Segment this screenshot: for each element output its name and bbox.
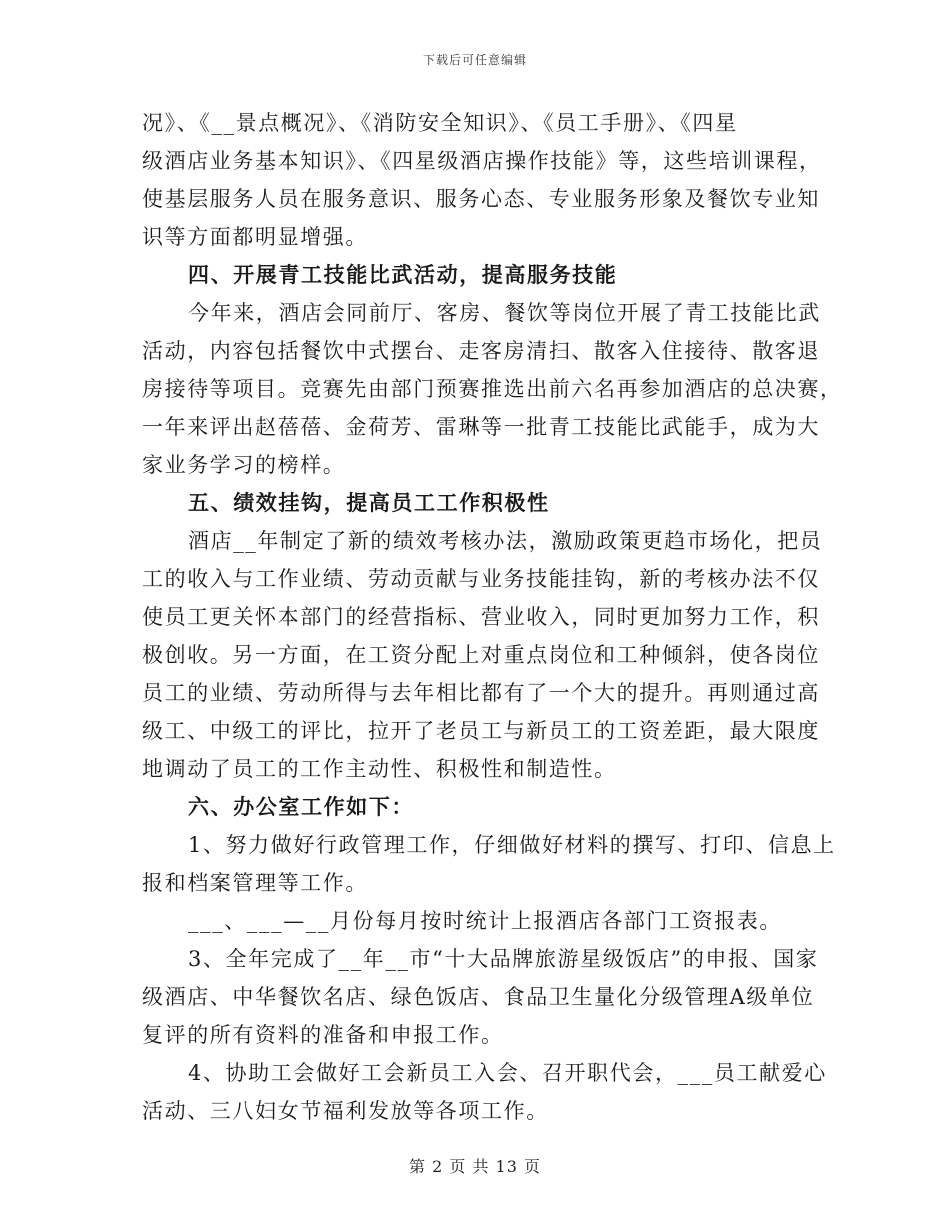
text-line: 使基层服务人员在服务意识、服务心态、专业服务形象及餐饮专业知 — [142, 187, 820, 211]
text-line: 4、协助工会做好工会新员工入会、召开职代会，___员工献爱心 — [188, 1061, 827, 1085]
text-line: 1、努力做好行政管理工作，仔细做好材料的撰写、打印、信息上 — [188, 833, 836, 857]
text-line: 工的收入与工作业绩、劳动贡献与业务技能挂钩，新的考核办法不仅 — [142, 567, 820, 591]
paragraph-skill-contest — [142, 294, 843, 484]
text-line: 3、全年完成了__年__市“十大品牌旅游星级饭店”的申报、国家 — [188, 947, 819, 971]
text-line: 一年来评出赵蓓蓓、金荷芳、雷琳等一批青工技能比武能手，成为大 — [142, 415, 820, 439]
document-body — [142, 104, 843, 1130]
header-note: 下载后可任意编辑 — [422, 53, 527, 67]
text-line: 员工的业绩、劳动所得与去年相比都有了一个大的提升。再则通过高 — [142, 681, 820, 705]
text-line: 况》、《__景点概况》、《消防安全知识》、《员工手册》、《四星 — [142, 111, 738, 135]
paragraph-item-1 — [142, 826, 836, 902]
text-line: 活动，内容包括餐饮中式摆台、走客房清扫、散客入住接待、散客退 — [142, 339, 820, 363]
text-line: 识等方面都明显增强。 — [142, 225, 368, 249]
paragraph-performance — [142, 522, 823, 788]
paragraph-item-2 — [142, 902, 810, 940]
text-line: 极创收。另一方面，在工资分配上对重点岗位和工种倾斜，使各岗位 — [142, 643, 820, 667]
section-heading-5: 五、绩效挂钩，提高员工工作积极性 — [188, 491, 550, 515]
text-line: 酒店__年制定了新的绩效考核办法，激励政策更趋市场化，把员 — [188, 529, 823, 553]
text-line: 级工、中级工的评比，拉开了老员工与新员工的工资差距，最大限度 — [142, 719, 820, 743]
paragraph-item-3 — [142, 940, 819, 1054]
text-line: ___、___—__月份每月按时统计上报酒店各部门工资报表。 — [188, 909, 782, 933]
paragraph-item-4 — [142, 1054, 827, 1130]
text-line: 家业务学习的榜样。 — [142, 453, 346, 477]
text-line: 房接待等项目。竞赛先由部门预赛推选出前六名再参加酒店的总决赛， — [142, 377, 843, 401]
text-line: 报和档案管理等工作。 — [142, 871, 368, 895]
section-heading-4: 四、开展青工技能比武活动，提高服务技能 — [188, 263, 618, 287]
text-line: 地调动了员工的工作主动性、积极性和制造性。 — [142, 757, 617, 781]
text-line: 使员工更关怀本部门的经营指标、营业收入，同时更加努力工作，积 — [142, 605, 820, 629]
text-line: 复评的所有资料的准备和申报工作。 — [142, 1023, 504, 1047]
text-line: 级酒店业务基本知识》、《四星级酒店操作技能》等，这些培训课程， — [142, 149, 822, 173]
section-heading-6: 六、办公室工作如下： — [188, 795, 414, 819]
page-number: 第 2 页 共 13 页 — [409, 1157, 541, 1176]
text-line: 活动、三八妇女节福利发放等各项工作。 — [142, 1099, 549, 1123]
text-line: 级酒店、中华餐饮名店、绿色饭店、食品卫生量化分级管理A级单位 — [142, 985, 815, 1009]
text-line: 今年来，酒店会同前厅、客房、餐饮等岗位开展了青工技能比武 — [188, 301, 821, 325]
paragraph-training-courses — [142, 104, 822, 256]
